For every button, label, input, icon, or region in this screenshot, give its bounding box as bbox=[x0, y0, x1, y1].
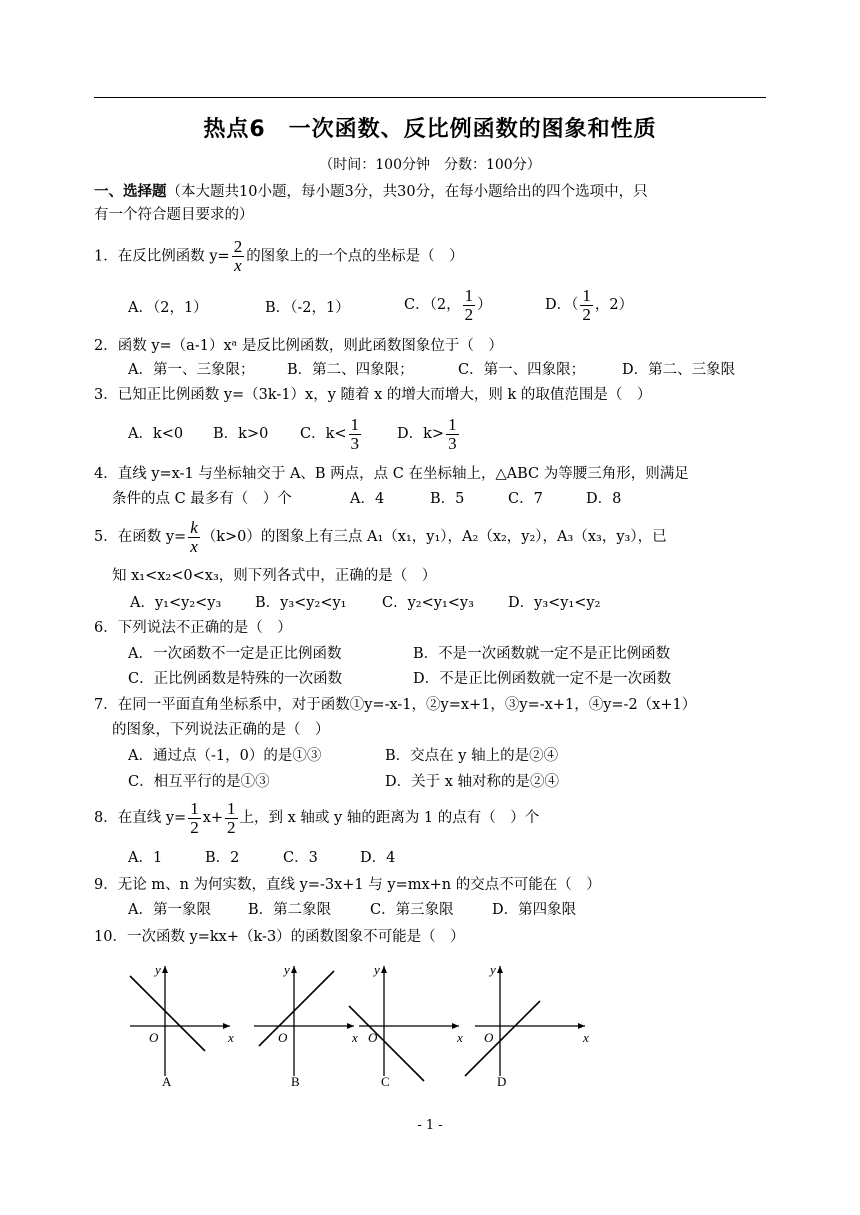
question-5: 5．在函数 y= $\frac{k}{x}$ （k>0）的图象上有三点 A₁（x₁，y₁），A₂（x₂，y₂），A₃（x₃，y₃），已 bbox=[94, 517, 667, 556]
q6-option-a: A．一次函数不一定是正比例函数 bbox=[128, 646, 342, 662]
graph-B-function-line bbox=[259, 971, 334, 1046]
q1-stem-start: 1．在反比例函数 y= bbox=[94, 248, 230, 265]
graph-B-x-label: x bbox=[352, 1030, 358, 1045]
q9-option-c: C．第三象限 bbox=[370, 902, 454, 918]
q1-option-b: B．（-2，1） bbox=[265, 300, 350, 316]
graph-A-x-label: x bbox=[228, 1030, 234, 1045]
q4-option-c: C．7 bbox=[508, 491, 543, 507]
graph-B-caption: B bbox=[291, 1074, 300, 1089]
graph-C-caption: C bbox=[381, 1074, 390, 1089]
graph-D-y-label: y bbox=[490, 962, 496, 977]
graph-B-y-arrow bbox=[291, 966, 297, 973]
graph-C-origin: O bbox=[368, 1030, 378, 1045]
q1-option-c: C．（2， $\frac{1}{2}$ ） bbox=[404, 285, 492, 324]
q8-option-b: B．2 bbox=[205, 850, 240, 866]
question-2: 2．函数 y=（a-1）xᵃ 是反比例函数，则此函数图象位于（ ） bbox=[94, 338, 503, 354]
section-intro-line2: 有一个符合题目要求的） bbox=[94, 207, 254, 223]
q5-option-d: D．y₃<y₁<y₂ bbox=[508, 595, 601, 611]
q9-option-a: A．第一象限 bbox=[128, 902, 211, 918]
q6-option-d: D．不是正比例函数就一定不是一次函数 bbox=[413, 671, 672, 687]
graph-D-caption: D bbox=[497, 1074, 507, 1089]
q10-graph-options bbox=[0, 955, 860, 1095]
question-6: 6．下列说法不正确的是（ ） bbox=[94, 620, 292, 636]
q8-option-d: D．4 bbox=[360, 850, 396, 866]
graph-A-function-line bbox=[130, 976, 205, 1051]
q5-option-a: A．y₁<y₂<y₃ bbox=[130, 595, 222, 611]
q1-option-d: D．（ $\frac{1}{2}$ ，2） bbox=[545, 285, 634, 324]
q1-option-a: A．（2，1） bbox=[128, 300, 208, 316]
q9-option-b: B．第二象限 bbox=[248, 902, 332, 918]
question-4: 4．直线 y=x-1 与坐标轴交于 A、B 两点，点 C 在坐标轴上，△ABC 为等腰三角形，则满足 bbox=[94, 466, 689, 482]
section-intro bbox=[94, 182, 648, 202]
question-8: 8．在直线 y= $\frac{1}{2}$ x+ $\frac{1}{2}$ 上，到 x 轴或 y 轴的距离为 1 的点有（ ）个 bbox=[94, 798, 540, 837]
graph-C-function-line bbox=[349, 1006, 424, 1081]
q5-option-c: C．y₂<y₁<y₃ bbox=[382, 595, 474, 611]
graph-A-caption: A bbox=[162, 1074, 172, 1089]
q7-option-a: A．通过点（-1，0）的是①③ bbox=[128, 748, 322, 764]
question-9: 9．无论 m、n 为何实数，直线 y=-3x+1 与 y=mx+n 的交点不可能在（ ） bbox=[94, 877, 601, 893]
graph-D-x-label: x bbox=[583, 1030, 589, 1045]
q3-option-b: B．k>0 bbox=[213, 426, 269, 442]
q1-stem-end: 的图象上的一个点的坐标是（ ） bbox=[246, 248, 464, 265]
q2-option-a: A．第一、三象限； bbox=[128, 362, 255, 378]
graph-B-origin: O bbox=[278, 1030, 288, 1045]
graph-D-x-arrow bbox=[578, 1023, 585, 1029]
question-4-line2: 条件的点 C 最多有（ ）个 bbox=[112, 491, 292, 507]
page-title: 热点6 一次函数、反比例函数的图象和性质 bbox=[203, 117, 657, 142]
q1-fraction: $\frac{2}{x}$ bbox=[233, 237, 243, 275]
q8-option-c: C．3 bbox=[283, 850, 318, 866]
question-1 bbox=[94, 238, 464, 275]
q2-option-d: D．第二、三象限 bbox=[622, 362, 736, 378]
q2-option-b: B．第二、四象限； bbox=[287, 362, 414, 378]
q7-option-d: D．关于 x 轴对称的是②④ bbox=[385, 774, 560, 790]
question-3: 3．已知正比例函数 y=（3k-1）x，y 随着 x 的增大而增大，则 k 的取值范围是（ ） bbox=[94, 387, 652, 403]
question-5-line2: 知 x₁<x₂<0<x₃，则下列各式中，正确的是（ ） bbox=[112, 568, 437, 584]
question-7: 7．在同一平面直角坐标系中，对于函数①y=-x-1，②y=x+1，③y=-x+1，④y=-2（x+1） bbox=[94, 697, 697, 713]
graph-C-y-arrow bbox=[381, 966, 387, 973]
graph-D-y-arrow bbox=[497, 966, 503, 973]
q3-option-d: D．k> $\frac{1}{3}$ bbox=[397, 414, 457, 453]
question-10: 10．一次函数 y=kx+（k-3）的函数图象不可能是（ ） bbox=[94, 929, 465, 945]
graph-C-x-arrow bbox=[452, 1023, 459, 1029]
graph-B-x-arrow bbox=[347, 1023, 354, 1029]
q2-option-c: C．第一、四象限； bbox=[458, 362, 586, 378]
graph-D-function-line bbox=[465, 1001, 540, 1076]
graph-B-y-label: y bbox=[284, 962, 290, 977]
q8-option-a: A．1 bbox=[128, 850, 163, 866]
graph-D-origin: O bbox=[484, 1030, 494, 1045]
graph-A-y-label: y bbox=[155, 962, 161, 977]
exam-info: （时间：100分钟 分数：100分） bbox=[319, 157, 541, 173]
q4-option-a: A．4 bbox=[350, 491, 385, 507]
graph-A-y-arrow bbox=[162, 966, 168, 973]
q5-option-b: B．y₃<y₂<y₁ bbox=[255, 595, 347, 611]
header-rule bbox=[94, 97, 766, 98]
q4-option-b: B．5 bbox=[430, 491, 465, 507]
q6-option-c: C．正比例函数是特殊的一次函数 bbox=[128, 671, 343, 687]
graph-A-origin: O bbox=[149, 1030, 159, 1045]
section-intro-line1: （本大题共10小题，每小题3分，共30分，在每小题给出的四个选项中，只 bbox=[166, 184, 648, 200]
graph-C-x-label: x bbox=[457, 1030, 463, 1045]
q4-option-d: D．8 bbox=[586, 491, 622, 507]
section-heading: 一、选择题 bbox=[94, 184, 167, 200]
page-number: - 1 - bbox=[417, 1118, 443, 1133]
q3-option-a: A．k<0 bbox=[128, 426, 184, 442]
q9-option-d: D．第四象限 bbox=[492, 902, 577, 918]
graph-A-x-arrow bbox=[223, 1023, 230, 1029]
q6-option-b: B．不是一次函数就一定不是正比例函数 bbox=[413, 646, 671, 662]
graph-C-y-label: y bbox=[374, 962, 380, 977]
question-7-line2: 的图象，下列说法正确的是（ ） bbox=[112, 722, 330, 738]
q3-option-c: C．k< $\frac{1}{3}$ bbox=[300, 414, 360, 453]
q7-option-b: B．交点在 y 轴上的是②④ bbox=[385, 748, 559, 764]
q7-option-c: C．相互平行的是①③ bbox=[128, 774, 270, 790]
